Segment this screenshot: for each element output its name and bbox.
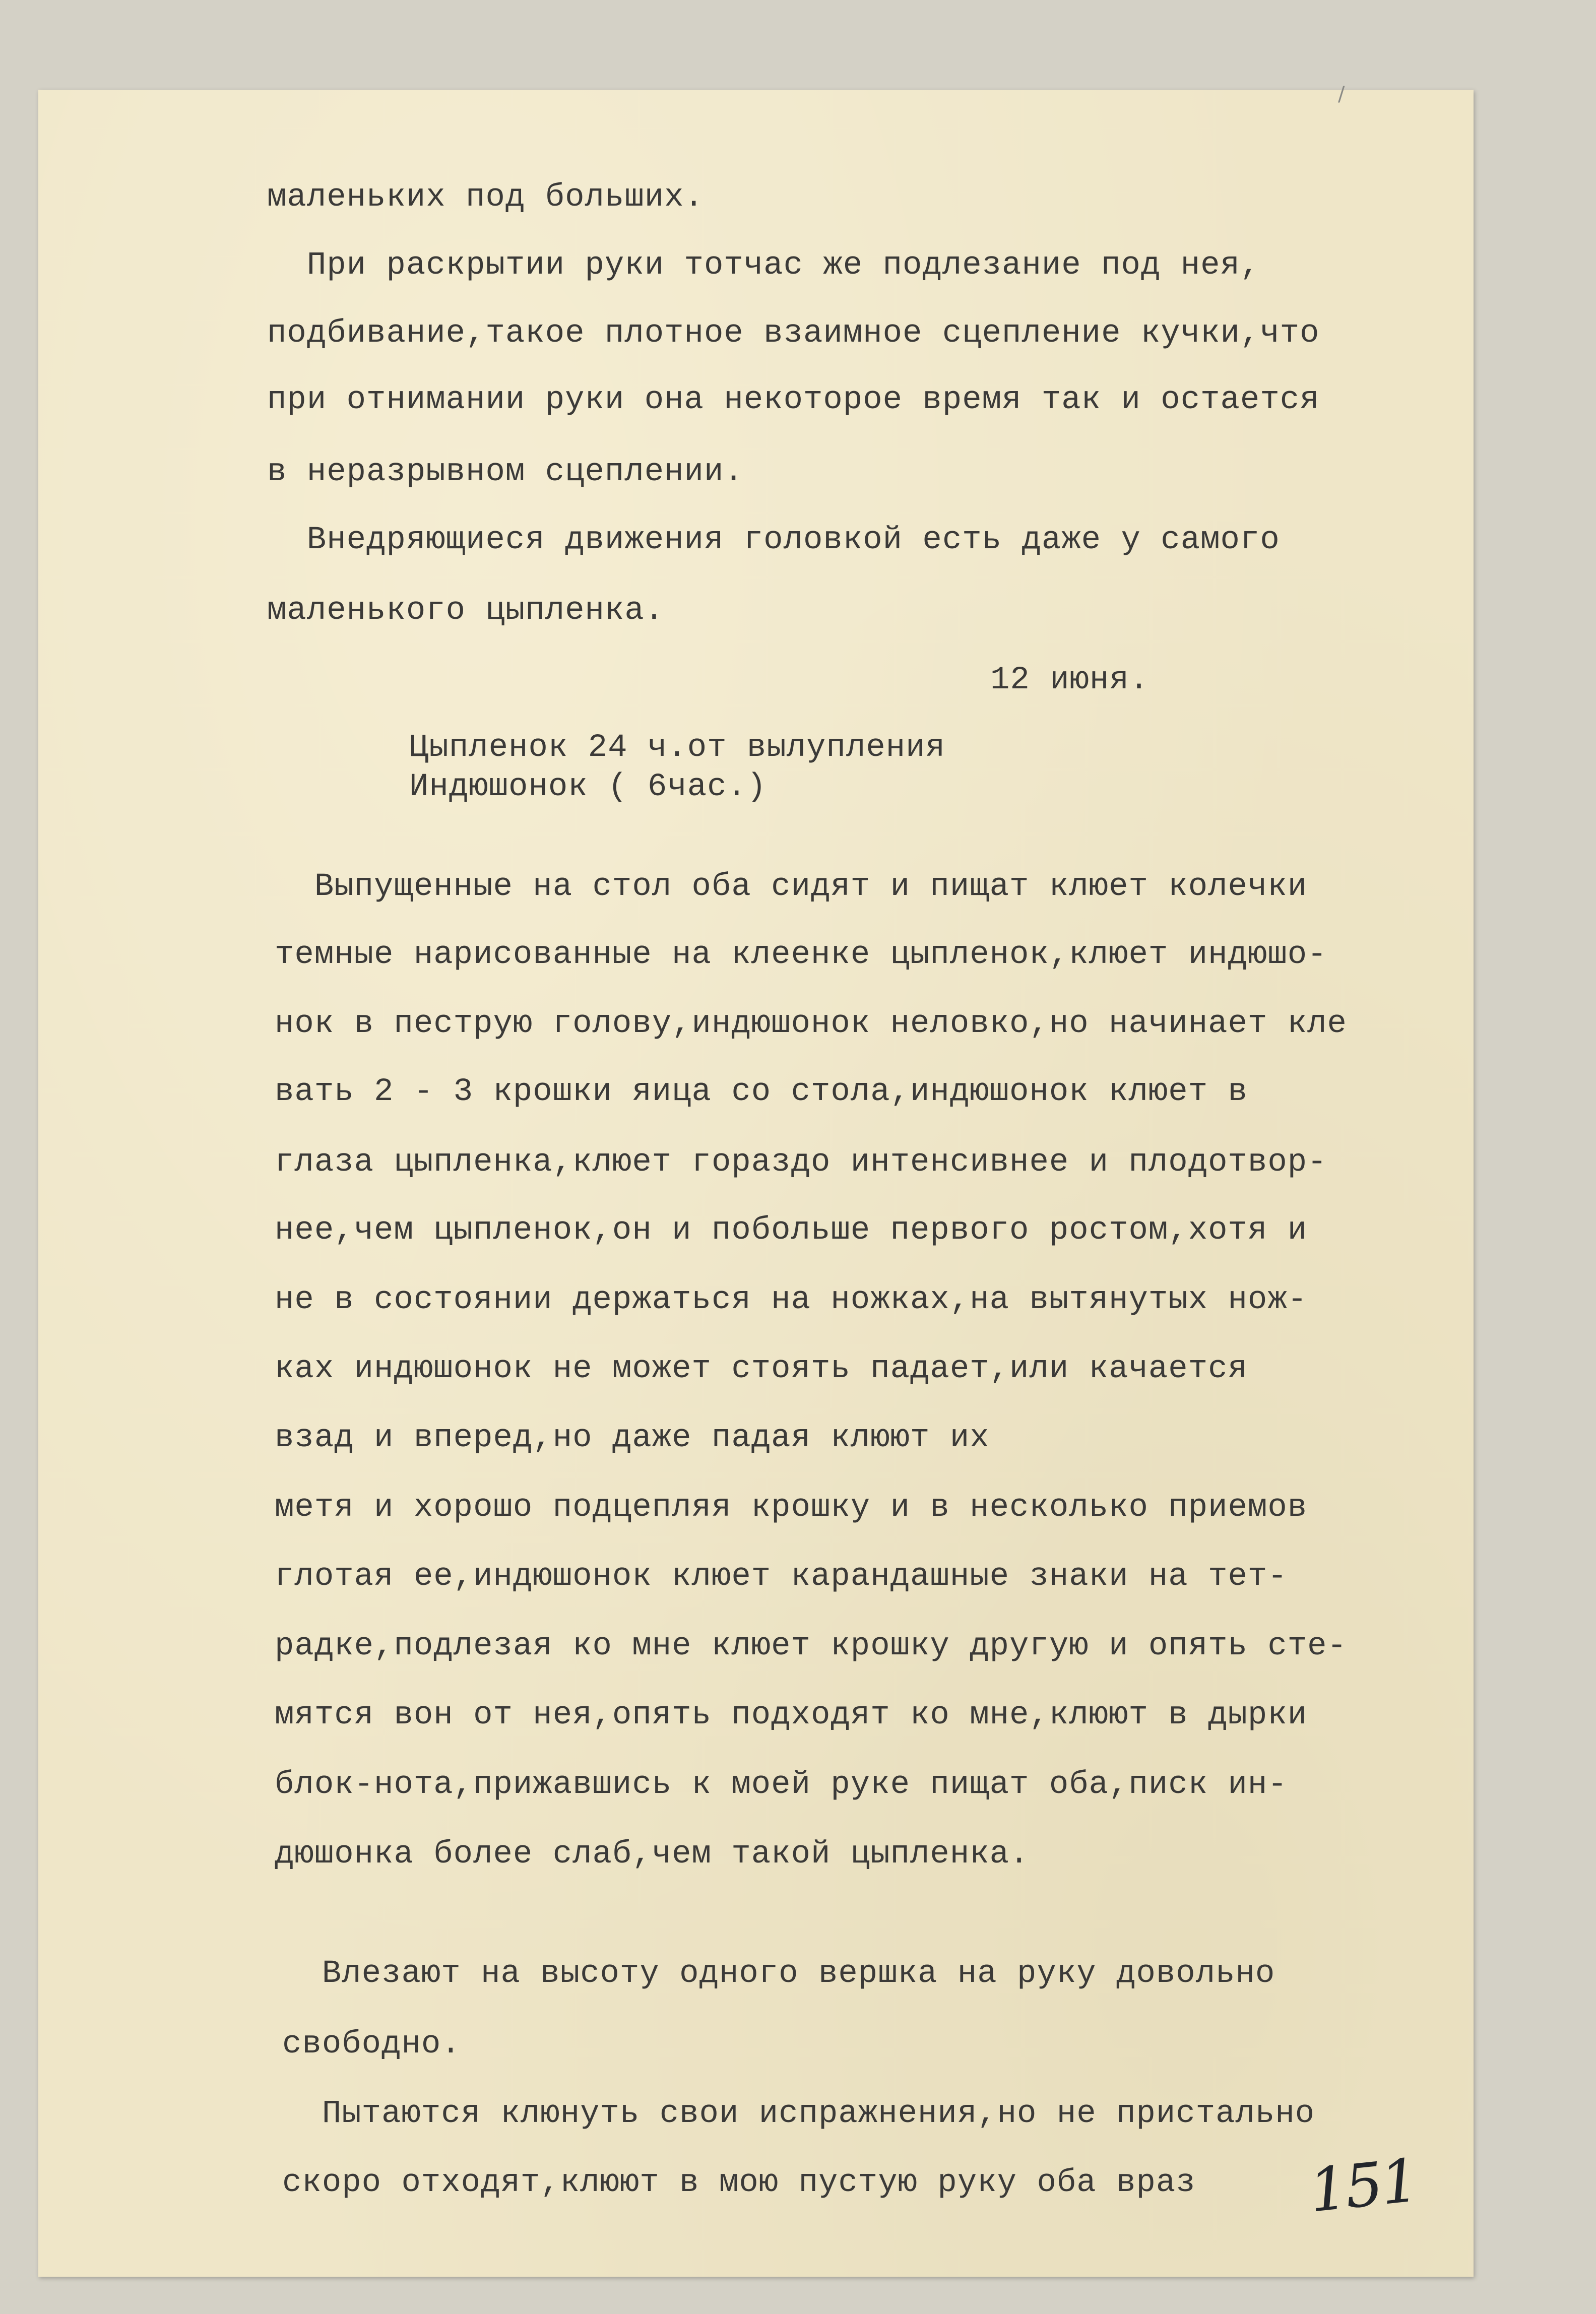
text-line: ках индюшонок не может стоять падает,или качается bbox=[275, 1351, 1248, 1387]
text-line: Пытаются клюнуть свои испражнения,но не пристально bbox=[282, 2096, 1315, 2132]
text-line: метя и хорошо подцепляя крошку и в несколько приемов bbox=[275, 1490, 1308, 1526]
text-line: Внедряющиеся движения головкой есть даже у самого bbox=[267, 522, 1280, 558]
text-line: взад и вперед,но даже падая клюют их bbox=[275, 1420, 990, 1456]
text-line: нок в пеструю голову,индюшонок неловко,но начинает кле bbox=[275, 1006, 1347, 1042]
subject-line: Индюшонок ( 6час.) bbox=[409, 769, 767, 805]
text-line: свободно. bbox=[282, 2026, 461, 2063]
text-line: скоро отходят,клюют в мою пустую руку оба враз bbox=[282, 2165, 1196, 2201]
text-line: маленьких под больших. bbox=[267, 179, 704, 216]
text-line: Выпущенные на стол оба сидят и пищат клюет колечки bbox=[275, 869, 1308, 905]
text-line: При раскрытии руки тотчас же подлезание под нея, bbox=[267, 247, 1260, 284]
text-line: маленького цыпленка. bbox=[267, 593, 665, 629]
text-line: мятся вон от нея,опять подходят ко мне,клюют в дырки bbox=[275, 1697, 1308, 1733]
text-line: в неразрывном сцеплении. bbox=[267, 454, 744, 490]
page-number: 151 bbox=[1306, 2145, 1420, 2226]
date-line: 12 июня. bbox=[990, 662, 1150, 698]
text-line: Влезают на высоту одного вершка на руку довольно bbox=[282, 1956, 1275, 1992]
text-line: нее,чем цыпленок,он и побольше первого ростом,хотя и bbox=[275, 1212, 1308, 1249]
text-line: не в состоянии держаться на ножках,на вытянутых нож- bbox=[275, 1282, 1308, 1318]
text-line: радке,подлезая ко мне клюет крошку другую и опять сте- bbox=[275, 1628, 1347, 1664]
corner-mark: / bbox=[1338, 83, 1345, 106]
text-line: при отнимании руки она некоторое время так и остается bbox=[267, 382, 1320, 418]
text-line: вать 2 - 3 крошки яица со стола,индюшонок клюет в bbox=[275, 1074, 1248, 1110]
subject-line: Цыпленок 24 ч.от вылупления bbox=[409, 730, 945, 766]
text-line: подбивание,такое плотное взаимное сцепление кучки,что bbox=[267, 315, 1320, 352]
text-line: темные нарисованные на клеенке цыпленок,клюет индюшо- bbox=[275, 937, 1327, 973]
text-line: глаза цыпленка,клюет гораздо интенсивнее и плодотвор- bbox=[275, 1144, 1327, 1181]
text-line: блок-нота,прижавшись к моей руке пищат оба,писк ин- bbox=[275, 1767, 1288, 1803]
text-line: дюшонка более слаб,чем такой цыпленка. bbox=[275, 1836, 1030, 1873]
text-line: глотая ее,индюшонок клюет карандашные знаки на тет- bbox=[275, 1559, 1288, 1595]
